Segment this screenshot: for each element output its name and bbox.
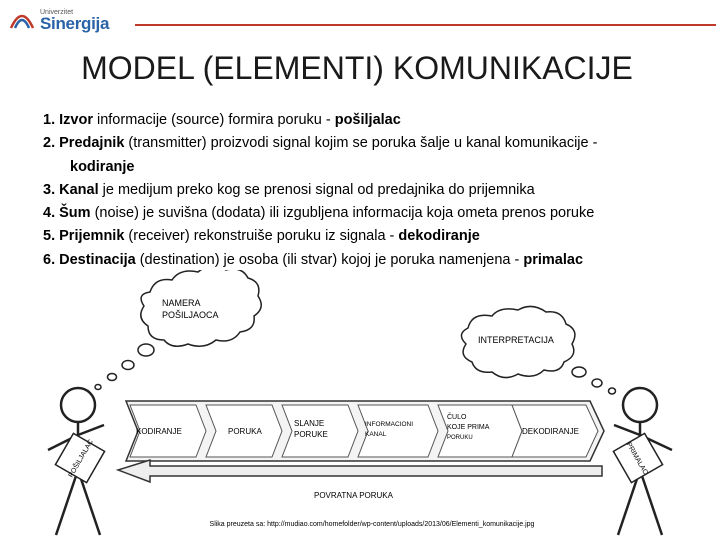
list-item xyxy=(43,249,683,272)
flow-step-label: KODIRANJE xyxy=(136,427,182,436)
item-text: (noise) je suvišna (dodata) ili izgubljena informacija koja ometa prenos poruke xyxy=(90,205,595,222)
flow-step-label: PORUKA xyxy=(228,427,262,436)
flow-step-label: DEKODIRANJE xyxy=(522,427,579,436)
item-text: je medijum preko kog se prenosi signal od predajnika do prijemnika xyxy=(98,181,535,198)
process-flow xyxy=(126,401,604,461)
flow-step-label: PORUKU xyxy=(447,435,473,441)
item-term: Kanal xyxy=(59,181,99,198)
item-end: dekodiranje xyxy=(398,228,480,245)
item-text: informacije (source) formira poruku - xyxy=(92,112,335,128)
item-term: Izvor xyxy=(59,112,93,128)
item-term: Šum xyxy=(59,205,91,222)
flow-step xyxy=(358,405,438,457)
item-text: (transmitter) proizvodi signal kojim se poruka šalje u kanal komunikacije - xyxy=(124,135,598,152)
item-end: primalac xyxy=(523,251,584,268)
logo-emblem-icon xyxy=(8,8,36,32)
flow-step-label: SLANJE xyxy=(294,419,325,428)
logo-small-text: Univerzitet xyxy=(40,9,74,16)
communication-model-diagram xyxy=(0,270,720,540)
item-term: Destinacija xyxy=(59,251,136,268)
image-source-caption: Slika preuzeta sa: http://mudiao.com/homefolder/wp-content/uploads/2013/06/Elementi_komunikacije.jpg xyxy=(209,521,535,528)
flow-step-label: KANAL xyxy=(365,431,387,438)
list-item-continuation xyxy=(43,156,683,179)
item-number: 3. xyxy=(43,181,56,198)
feedback-label: POVRATNA PORUKA xyxy=(314,491,393,500)
sender-thought-cloud xyxy=(95,270,261,390)
item-term: Predajnik xyxy=(59,135,125,152)
item-end: pošiljalac xyxy=(334,112,401,128)
receiver-label: PRIMALAC xyxy=(624,441,649,477)
flow-step-label: KOJE PRIMA xyxy=(447,424,490,431)
item-number: 2. xyxy=(43,135,56,152)
cloud-text: INTERPRETACIJA xyxy=(478,335,554,345)
list-item xyxy=(43,109,683,132)
item-text: (destination) je osoba (ili stvar) kojoj je poruka namenjena - xyxy=(135,251,524,268)
item-text: (receiver) rekonstruiše poruku iz signala - xyxy=(124,228,399,245)
list-item xyxy=(43,225,683,248)
page-title: MODEL (ELEMENTI) KOMUNIKACIJE xyxy=(81,50,633,86)
receiver-thought-cloud xyxy=(461,306,615,394)
flow-step xyxy=(512,405,598,457)
flow-step xyxy=(438,405,522,457)
flow-step-label: INFORMACIONI xyxy=(365,421,414,428)
list-item xyxy=(43,202,683,225)
flow-step xyxy=(282,405,358,457)
list-item xyxy=(43,179,683,202)
sender-label: POŠILJALAC xyxy=(67,438,95,479)
header-rule xyxy=(135,24,716,26)
cloud-text-line: NAMERA xyxy=(162,298,201,308)
flow-step-label: PORUKE xyxy=(294,430,328,439)
item-number: 6. xyxy=(43,251,56,268)
item-number: 1. xyxy=(43,112,56,128)
flow-step-label: ČULO xyxy=(447,414,467,421)
flow-step xyxy=(206,405,282,457)
logo-name: Sinergija xyxy=(40,14,110,33)
elements-list xyxy=(43,109,683,272)
item-number: 4. xyxy=(43,205,56,222)
item-number: 5. xyxy=(43,228,56,245)
feedback-arrow xyxy=(118,460,602,500)
flow-step xyxy=(130,405,206,457)
university-logo xyxy=(8,6,128,34)
sender-badge xyxy=(55,433,104,482)
cloud-text-line: POŠILJAOCA xyxy=(162,310,219,320)
item-term: Prijemnik xyxy=(59,228,125,245)
item-end: kodiranje xyxy=(70,158,135,175)
list-item xyxy=(43,132,683,155)
